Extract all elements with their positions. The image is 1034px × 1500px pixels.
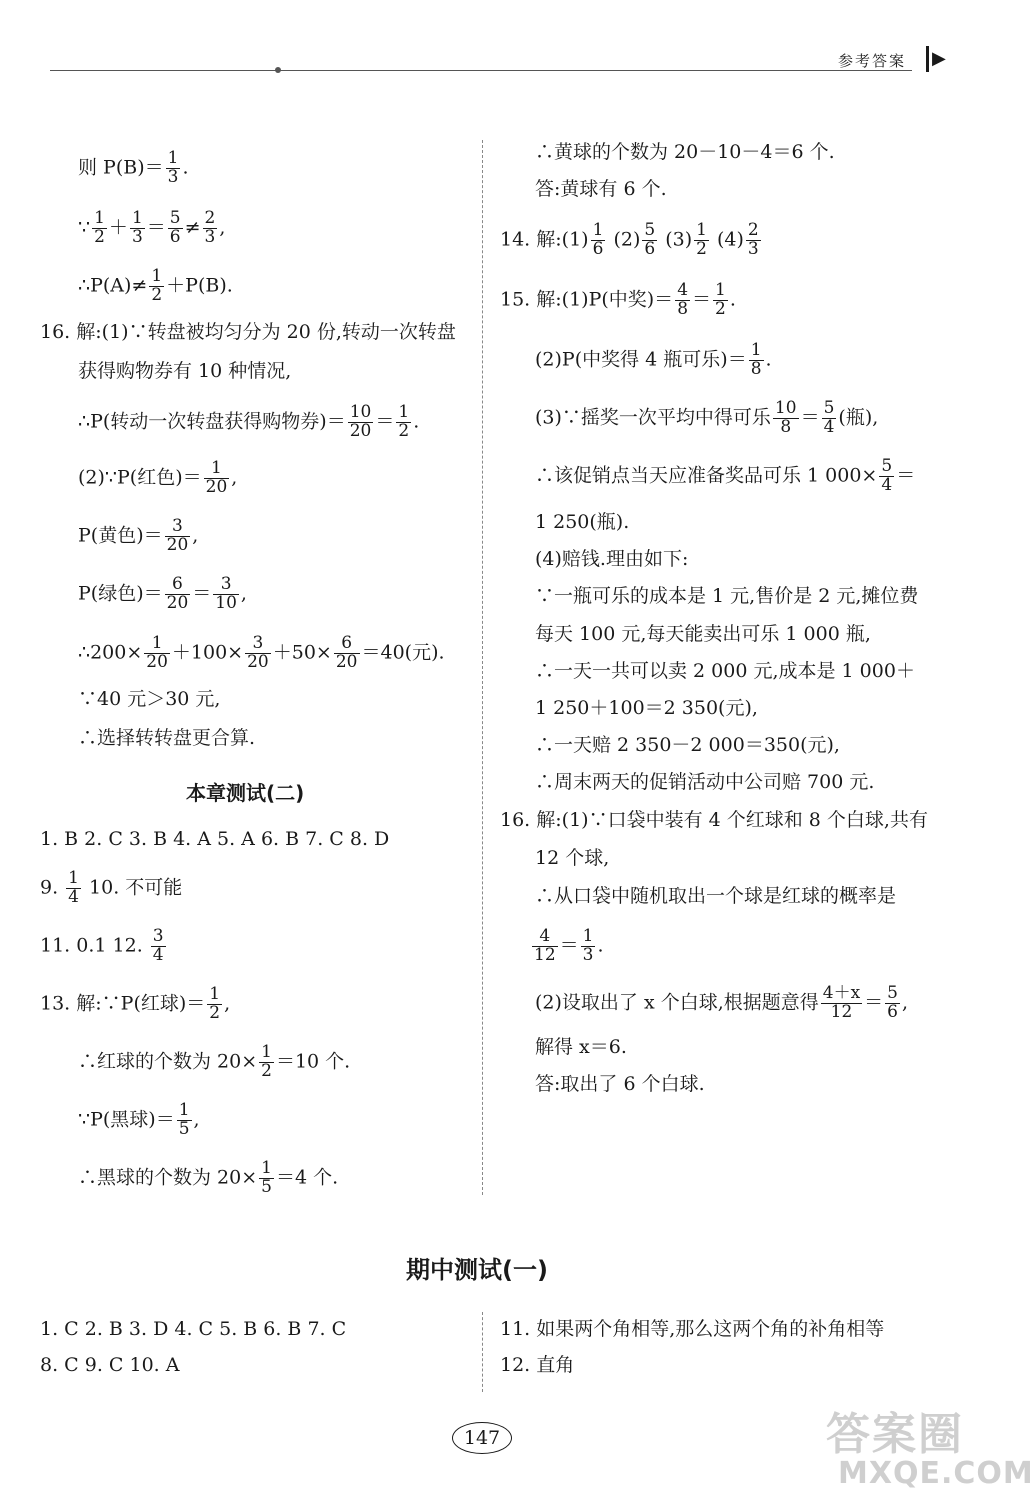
fraction: $\frac{1}{2}$	[209, 984, 221, 1023]
q15-line-8: 每天 100 元,每天能卖出可乐 1 000 瓶,	[535, 623, 871, 645]
fraction: $\frac{1}{5}$	[261, 1158, 272, 1197]
fraction: $\frac{2}{3}$	[747, 220, 759, 259]
midterm-row-2-left: 8. C 9. C 10. A	[40, 1354, 180, 1376]
midterm-row-1-right: 11. 如果两个角相等,那么这两个角的补角相等	[500, 1318, 885, 1340]
fraction: $\frac{6}{20}$	[335, 633, 358, 672]
q16-line-7: ∴200× $\frac{1}{20}$ ＋100× $\frac{3}{20}$ ＋50× $\frac{6}{20}$ ＝40(元).	[78, 633, 445, 672]
q13-line-1: 13. 解:∵P(红球)＝ $\frac{1}{2}$ ,	[40, 984, 231, 1023]
q13-line-3: ∵P(黑球)＝ $\frac{1}{5}$ ,	[78, 1100, 200, 1139]
fraction: $\frac{3}{20}$	[166, 516, 189, 555]
q16-line-2: 获得购物券有 10 种情况,	[78, 360, 292, 382]
q15-line-5: 1 250(瓶).	[535, 511, 630, 533]
fraction: $\frac{1}{4}$	[68, 868, 79, 907]
q15-line-7: ∵一瓶可乐的成本是 1 元,售价是 2 元,摊位费	[535, 585, 919, 607]
fraction: $\frac{3}{10}$	[215, 574, 237, 613]
fraction: $\frac{3}{20}$	[247, 633, 269, 672]
section-title-chapter-test-2: 本章测试(二)	[186, 781, 305, 805]
q15-line-2: (2)P(中奖得 4 瓶可乐)＝ $\frac{1}{8}$ .	[535, 340, 772, 379]
fraction: $\frac{1}{2}$	[696, 220, 707, 259]
q13-line-2: ∴红球的个数为 20× $\frac{1}{2}$ ＝10 个.	[78, 1042, 351, 1081]
q16r-line-6: 解得 x＝6.	[535, 1036, 627, 1058]
answers-9-10: 9. $\frac{1}{4}$ 10. 不可能	[40, 868, 183, 907]
play-arrow-icon: ▶	[932, 48, 946, 69]
fraction: $\frac{1}{20}$	[205, 458, 228, 497]
fraction: $\frac{1}{3}$	[131, 208, 143, 247]
q13-line-4: ∴黑球的个数为 20× $\frac{1}{5}$ ＝4 个.	[78, 1158, 339, 1197]
q16-line-4: (2)∵P(红色)＝ $\frac{1}{20}$ ,	[78, 458, 238, 497]
header-bar	[926, 46, 929, 72]
fraction: $\frac{1}{3}$	[167, 148, 179, 187]
right-line-1: ∴黄球的个数为 20－10－4＝6 个.	[535, 141, 835, 163]
q16-line-9: ∴选择转转盘更合算.	[78, 727, 256, 749]
q14-answers: 14. 解:(1) $\frac{1}{6}$ (2) $\frac{5}{6}$ (3) $\frac{1}{2}$ (4) $\frac{2}{3}$	[500, 220, 759, 259]
fraction: $\frac{1}{20}$	[146, 633, 168, 672]
watermark-url: MXQE.COM	[838, 1456, 1034, 1491]
fraction: $\frac{1}{6}$	[592, 220, 604, 259]
fraction: $\frac{1}{3}$	[582, 926, 594, 965]
midterm-title: 期中测试(一)	[406, 1256, 548, 1284]
fraction: $\frac{4+x}{12}$	[822, 983, 861, 1022]
right-line-2: 答:黄球有 6 个.	[535, 178, 667, 200]
q15-line-1: 15. 解:(1)P(中奖)＝ $\frac{4}{8}$ ＝ $\frac{1}{2}$ .	[500, 280, 736, 319]
fraction: $\frac{1}{8}$	[750, 340, 762, 379]
fraction: $\frac{5}{6}$	[644, 220, 656, 259]
left-line-2: ∵ $\frac{1}{2}$ ＋ $\frac{1}{3}$ ＝ $\frac{5}{6}$ ≠ $\frac{2}{3}$ ,	[78, 208, 226, 247]
fraction: $\frac{2}{3}$	[204, 208, 216, 247]
watermark-logo	[818, 1398, 1034, 1498]
fraction: $\frac{5}{4}$	[881, 456, 893, 495]
q15-line-3: (3)∵摇奖一次平均中得可乐 $\frac{10}{8}$ ＝ $\frac{5}{4}$ (瓶),	[535, 398, 879, 437]
page-number: 147	[452, 1422, 512, 1454]
q16-line-3: ∴P(转动一次转盘获得购物券)＝ $\frac{10}{20}$ ＝ $\frac{1}{2}$ .	[78, 402, 420, 441]
watermark-text: 答案圈	[826, 1409, 964, 1460]
fraction: $\frac{10}{8}$	[774, 398, 797, 437]
column-divider-top	[482, 140, 483, 1195]
fraction: $\frac{1}{2}$	[261, 1042, 272, 1081]
mc-answers-row: 1. B 2. C 3. B 4. A 5. A 6. B 7. C 8. D	[40, 828, 390, 850]
fraction: $\frac{10}{20}$	[349, 402, 372, 441]
fraction: $\frac{5}{6}$	[169, 208, 181, 247]
fraction: $\frac{5}{4}$	[823, 398, 835, 437]
fraction: $\frac{1}{5}$	[178, 1100, 190, 1139]
q15-line-11: ∴一天赔 2 350－2 000＝350(元),	[535, 734, 840, 756]
fraction: $\frac{6}{20}$	[166, 574, 189, 613]
q16-line-6: P(绿色)＝ $\frac{6}{20}$ ＝ $\frac{3}{10}$ ,	[78, 574, 247, 613]
midterm-row-1-left: 1. C 2. B 3. D 4. C 5. B 6. B 7. C	[40, 1318, 347, 1340]
column-divider-bottom	[482, 1312, 483, 1392]
q16-line-8: ∵40 元＞30 元,	[78, 688, 221, 710]
answers-11-12: 11. 0.1 12. $\frac{3}{4}$	[40, 926, 164, 965]
q16r-line-3: ∴从口袋中随机取出一个球是红球的概率是	[535, 885, 897, 907]
fraction: $\frac{1}{2}$	[94, 208, 105, 247]
q15-line-10: 1 250＋100＝2 350(元),	[535, 697, 758, 719]
q16-line-1: 16. 解:(1)∵转盘被均匀分为 20 份,转动一次转盘	[40, 321, 456, 343]
q16r-line-7: 答:取出了 6 个白球.	[535, 1073, 705, 1095]
header-dot	[275, 67, 281, 73]
fraction: $\frac{4}{12}$	[534, 926, 556, 965]
fraction: $\frac{4}{8}$	[677, 280, 689, 319]
q16r-line-4: $\frac{4}{12}$ ＝ $\frac{1}{3}$ .	[534, 926, 604, 965]
header-rule	[50, 70, 912, 71]
left-line-3: ∴P(A)≠ $\frac{1}{2}$ ＋P(B).	[78, 266, 233, 305]
fraction: $\frac{1}{2}$	[398, 402, 410, 441]
q15-line-12: ∴周末两天的促销活动中公司赔 700 元.	[535, 771, 875, 793]
fraction: $\frac{5}{6}$	[887, 983, 898, 1022]
q16r-line-2: 12 个球,	[535, 847, 610, 869]
q15-line-6: (4)赔钱.理由如下:	[535, 548, 689, 570]
fraction: $\frac{1}{2}$	[151, 266, 163, 305]
fraction: $\frac{1}{2}$	[715, 280, 726, 319]
header-label: 参考答案	[838, 52, 907, 70]
q16r-line-1: 16. 解:(1)∵口袋中装有 4 个红球和 8 个白球,共有	[500, 809, 928, 831]
q15-line-4: ∴该促销点当天应准备奖品可乐 1 000× $\frac{5}{4}$ ＝	[535, 456, 916, 495]
left-line-1: 则 P(B)＝ $\frac{1}{3}$ .	[78, 148, 189, 187]
q15-line-9: ∴一天一共可以卖 2 000 元,成本是 1 000＋	[535, 660, 915, 682]
midterm-row-2-right: 12. 直角	[500, 1354, 575, 1376]
fraction: $\frac{3}{4}$	[152, 926, 164, 965]
q16r-line-5: (2)设取出了 x 个白球,根据题意得 $\frac{4+x}{12}$ ＝ $\frac{5}{6}$ ,	[535, 983, 909, 1022]
q16-line-5: P(黄色)＝ $\frac{3}{20}$ ,	[78, 516, 199, 555]
